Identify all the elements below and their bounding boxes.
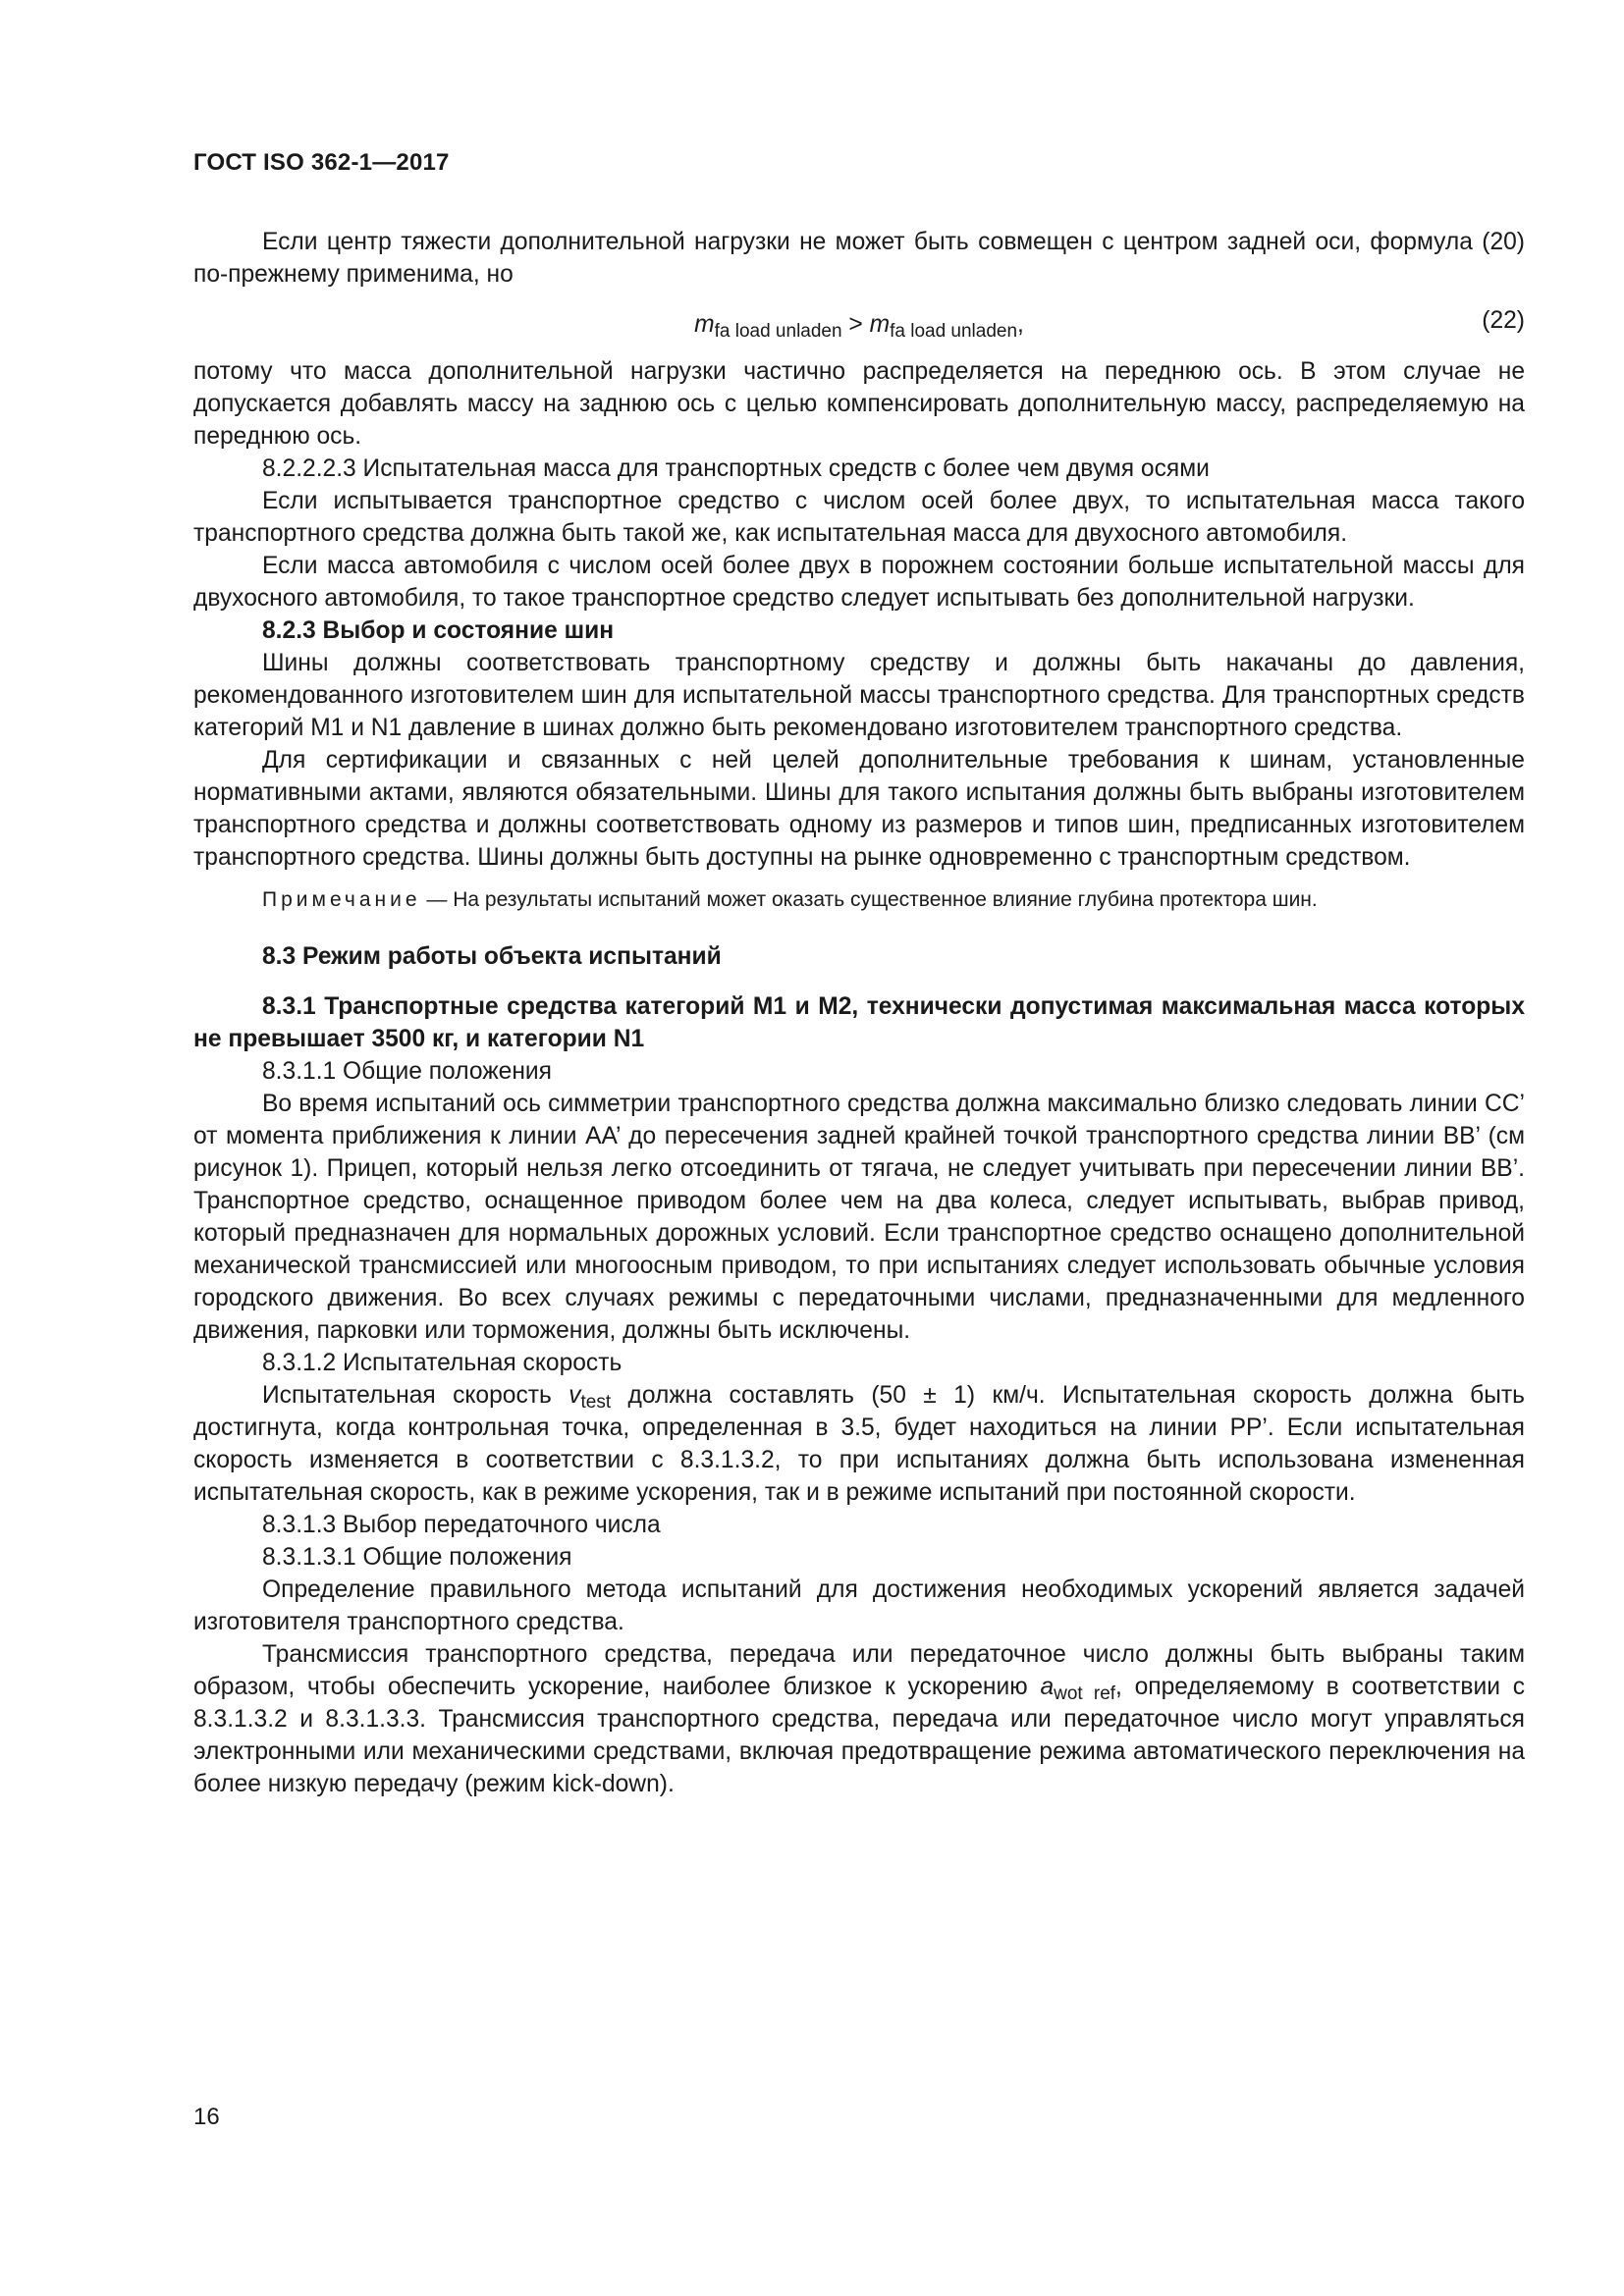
section-heading-8-3: 8.3 Режим работы объекта испытаний (262, 943, 722, 970)
paragraph: Если испытывается транспортное средство с числом осей более двух, то испытательная масса такого транспортного средства должна быть такой же, как испытательная масса для двухосного автомобиля. (193, 488, 1525, 547)
formula-expression (193, 308, 1525, 341)
paragraph (193, 1638, 1525, 1800)
text-run: , определяемому в соответствии с 8.3.1.3.2 и 8.3.1.3.3. Трансмиссия транспортного средства, передача или передаточное число могут управляться электронными или механическими средствами, включая предотвращение режима автоматического переключения на более низкую передачу (режим kick-down). (193, 1674, 1525, 1797)
formula-var: m (694, 311, 715, 338)
text-run: должна составлять (50 ± 1) км/ч. Испытательная скорость должна быть достигнута, когда контрольная точка, определенная в 3.5, будет находиться на линии PP’. Если испытательная скорость изменяется в соответствии с 8.3.1.3.2, то при испытаниях должна быть использована измененная испытательная скорость, как в режиме ускорения, так и в режиме испытаний при постоянной скорости. (193, 1382, 1525, 1506)
page-number: 16 (193, 2104, 220, 2130)
formula-subscript: fa load unladen (890, 321, 1018, 342)
note-label: Примечание (262, 888, 421, 911)
subsection-title: 8.3.1.3 Выбор передаточного числа (262, 1512, 661, 1538)
variable-subscript: wot ref (1054, 1683, 1116, 1704)
paragraph (193, 1379, 1525, 1509)
variable-subscript: test (580, 1392, 612, 1413)
section-heading-8-2-3: 8.2.3 Выбор и состояние шин (262, 617, 615, 644)
formula-var: m (869, 311, 891, 338)
text-run: Испытательная скорость (262, 1382, 569, 1409)
formula-tail: , (1017, 311, 1024, 338)
note (193, 885, 1525, 915)
formula-subscript: fa load unladen (714, 321, 842, 342)
variable: v (568, 1382, 581, 1409)
document-body (193, 226, 1525, 1800)
formula-operator: > (841, 311, 870, 338)
paragraph: Во время испытаний ось симметрии транспортного средства должна максимально близко следовать линии CC’ от момента приближения к линии AA’ до пересечения задней крайней точкой транспортного средства линии BB’ (см рисунок 1). Прицеп, который нельзя легко отсоединить от тягача, не следует учитывать при пересечении линии BB’. Транспортное средство, оснащенное приводом более чем на два колеса, следует испытывать, выбрав привод, который предназначен для нормальных дорожных условий. Если транспортное средство оснащено дополнительной механической трансмиссией или многоосным приводом, то при испытаниях следует использовать обычные условия городского движения. Во всех случаях режимы с передаточными числами, предназначенными для медленного движения, парковки или торможения, должны быть исключены. (193, 1091, 1525, 1344)
paragraph: Определение правильного метода испытаний для достижения необходимых ускорений является задачей изготовителя транспортного средства. (193, 1576, 1525, 1635)
paragraph: Для сертификации и связанных с ней целей дополнительные требования к шинам, установленные нормативными актами, являются обязательными. Шины для такого испытания должны быть выбраны изготовителем транспортного средства и должны соответствовать одному из размеров и типов шин, предписанных изготовителем транспортного средства. Шины должны быть доступны на рынке одновременно с транспортным средством. (193, 747, 1525, 871)
paragraph: Шины должны соответствовать транспортному средству и должны быть накачаны до давления, рекомендованного изготовителем шин для испытательной массы транспортного средства. Для транспортных средств категорий М1 и N1 давление в шинах должно быть рекомендовано изготовителем транспортного средства. (193, 650, 1525, 741)
text-run: Трансмиссия транспортного средства, передача или передаточное число должны быть выбраны таким образом, чтобы обеспечить ускорение, наиболее близкое к ускорению (193, 1641, 1525, 1700)
formula-number: (22) (1482, 307, 1525, 334)
subsection-title: 8.3.1.2 Испытательная скорость (262, 1350, 623, 1376)
paragraph: Если центр тяжести дополнительной нагрузки не может быть совмещен с центром задней оси, формула (20) по-прежнему применима, но (193, 229, 1525, 288)
document-header: ГОСТ ISO 362-1—2017 (193, 149, 450, 176)
note-text: — На результаты испытаний может оказать существенное влияние глубина протектора шин. (420, 888, 1318, 911)
formula-22 (193, 298, 1525, 353)
subsection-title: 8.2.2.2.3 Испытательная масса для транспортных средств с более чем двумя осями (262, 455, 1210, 482)
variable: a (1040, 1674, 1055, 1700)
paragraph: потому что масса дополнительной нагрузки частично распределяется на переднюю ось. В этом случае не допускается добавлять массу на заднюю ось с целью компенсировать дополнительную массу, распределяемую на переднюю ось. (193, 358, 1525, 450)
subsection-title: 8.3.1.3.1 Общие положения (262, 1544, 572, 1571)
subsection-title: 8.3.1.1 Общие положения (262, 1058, 552, 1085)
paragraph: Если масса автомобиля с числом осей более двух в порожнем состоянии больше испытательной массы для двухосного автомобиля, то такое транспортное средство следует испытывать без дополнительной нагрузки. (193, 553, 1525, 612)
section-heading-8-3-1: 8.3.1 Транспортные средства категорий М1 и М2, технически допустимая максимальная масса которых не превышает 3500 кг, и категории N1 (193, 993, 1525, 1052)
